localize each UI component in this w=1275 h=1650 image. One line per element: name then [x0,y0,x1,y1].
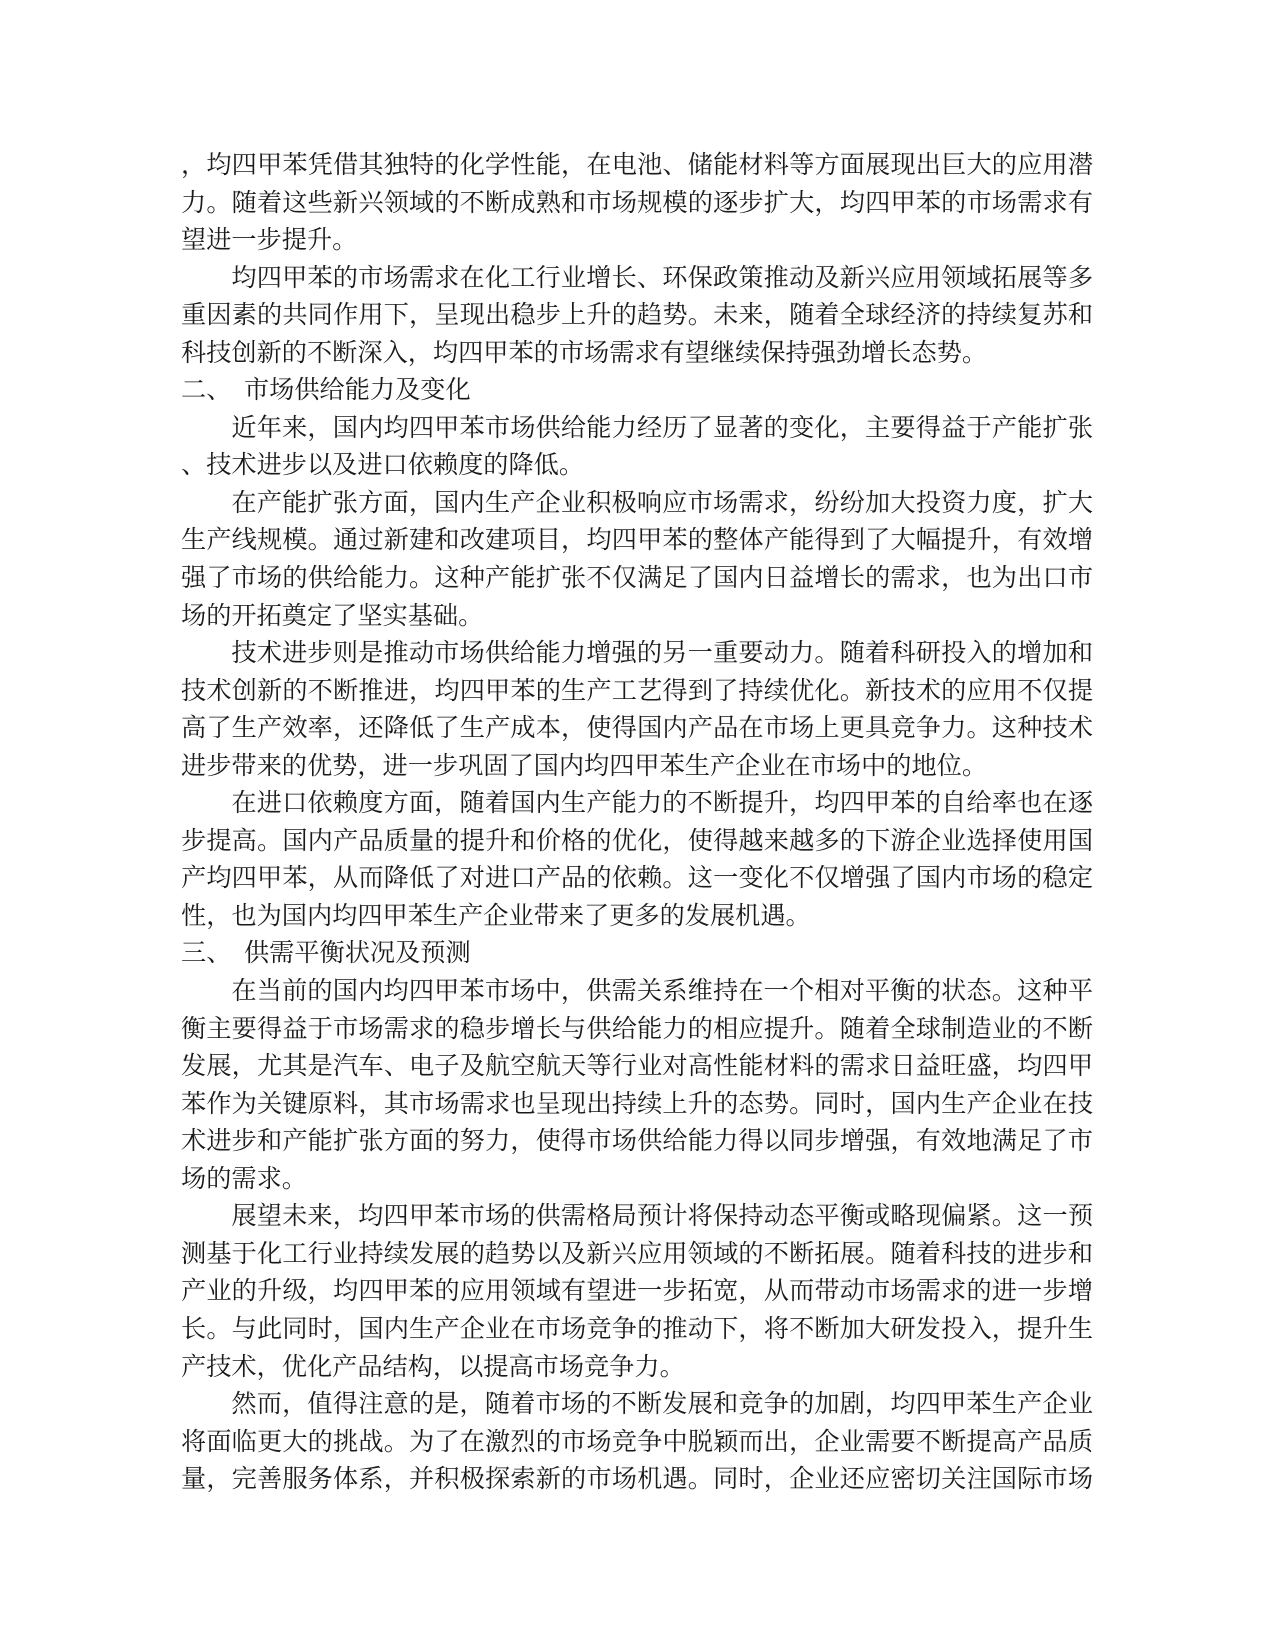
text-line: 强了市场的供给能力。这种产能扩张不仅满足了国内日益增长的需求，也为出口市 [181,565,1093,593]
text-line: 、技术进步以及进口依赖度的降低。 [181,452,584,480]
text-line: 步提高。国内产品质量的提升和价格的优化，使得越来越多的下游企业选择使用国 [181,827,1093,855]
text-line: 量，完善服务体系，并积极探索新的市场机遇。同时，企业还应密切关注国际市场 [181,1466,1093,1494]
text-line: 发展，尤其是汽车、电子及航空航天等行业对高性能材料的需求日益旺盛，均四甲 [181,1053,1093,1081]
text-line: 苯作为关键原料，其市场需求也呈现出持续上升的态势。同时，国内生产企业在技 [181,1090,1093,1118]
text-line: 展望未来，均四甲苯市场的供需格局预计将保持动态平衡或略现偏紧。这一预 [231,1203,1093,1231]
text-line: 在进口依赖度方面，随着国内生产能力的不断提升，均四甲苯的自给率也在逐 [231,790,1093,818]
section-heading: 二、 市场供给能力及变化 [181,377,471,405]
text-line: 近年来，国内均四甲苯市场供给能力经历了显著的变化，主要得益于产能扩张 [231,414,1093,442]
text-line: 重因素的共同作用下，呈现出稳步上升的趋势。未来，随着全球经济的持续复苏和 [181,302,1093,330]
text-line: 场的需求。 [181,1165,307,1193]
text-line: 在当前的国内均四甲苯市场中，供需关系维持在一个相对平衡的状态。这种平 [231,978,1093,1006]
text-line: 产业的升级，均四甲苯的应用领域有望进一步拓宽，从而带动市场需求的进一步增 [181,1278,1093,1306]
text-line: 将面临更大的挑战。为了在激烈的市场竞争中脱颖而出，企业需要不断提高产品质 [181,1428,1093,1456]
text-line: 术进步和产能扩张方面的努力，使得市场供给能力得以同步增强，有效地满足了市 [181,1128,1093,1156]
text-line: 然而，值得注意的是，随着市场的不断发展和竞争的加剧，均四甲苯生产企业 [231,1391,1093,1419]
text-line: 进步带来的优势，进一步巩固了国内均四甲苯生产企业在市场中的地位。 [181,752,987,780]
text-line: 衡主要得益于市场需求的稳步增长与供给能力的相应提升。随着全球制造业的不断 [181,1015,1093,1043]
text-line: 均四甲苯的市场需求在化工行业增长、环保政策推动及新兴应用领域拓展等多 [231,264,1093,292]
text-line: 技术创新的不断推进，均四甲苯的生产工艺得到了持续优化。新技术的应用不仅提 [181,677,1093,705]
text-line: 测基于化工行业持续发展的趋势以及新兴应用领域的不断拓展。随着科技的进步和 [181,1240,1093,1268]
text-line: 科技创新的不断深入，均四甲苯的市场需求有望继续保持强劲增长态势。 [181,339,987,367]
text-line: 力。随着这些新兴领域的不断成熟和市场规模的逐步扩大，均四甲苯的市场需求有 [181,189,1093,217]
text-line: 产均四甲苯，从而降低了对进口产品的依赖。这一变化不仅增强了国内市场的稳定 [181,865,1093,893]
text-line: 高了生产效率，还降低了生产成本，使得国内产品在市场上更具竞争力。这种技术 [181,715,1093,743]
text-line: 场的开拓奠定了坚实基础。 [181,602,484,630]
text-line: 望进一步提升。 [181,227,358,255]
text-line: 生产线规模。通过新建和改建项目，均四甲苯的整体产能得到了大幅提升，有效增 [181,527,1093,555]
text-line: 长。与此同时，国内生产企业在市场竞争的推动下，将不断加大研发投入，提升生 [181,1315,1093,1343]
document-text-block [181,147,1093,1499]
text-line: ，均四甲苯凭借其独特的化学性能，在电池、储能材料等方面展现出巨大的应用潜 [181,152,1093,179]
text-line: 性，也为国内均四甲苯生产企业带来了更多的发展机遇。 [181,902,811,930]
text-line: 产技术，优化产品结构，以提高市场竞争力。 [181,1353,685,1381]
text-line: 在产能扩张方面，国内生产企业积极响应市场需求，纷纷加大投资力度，扩大 [231,489,1093,517]
section-heading: 三、 供需平衡状况及预测 [181,940,471,968]
text-line: 技术进步则是推动市场供给能力增强的另一重要动力。随着科研投入的增加和 [231,640,1093,668]
